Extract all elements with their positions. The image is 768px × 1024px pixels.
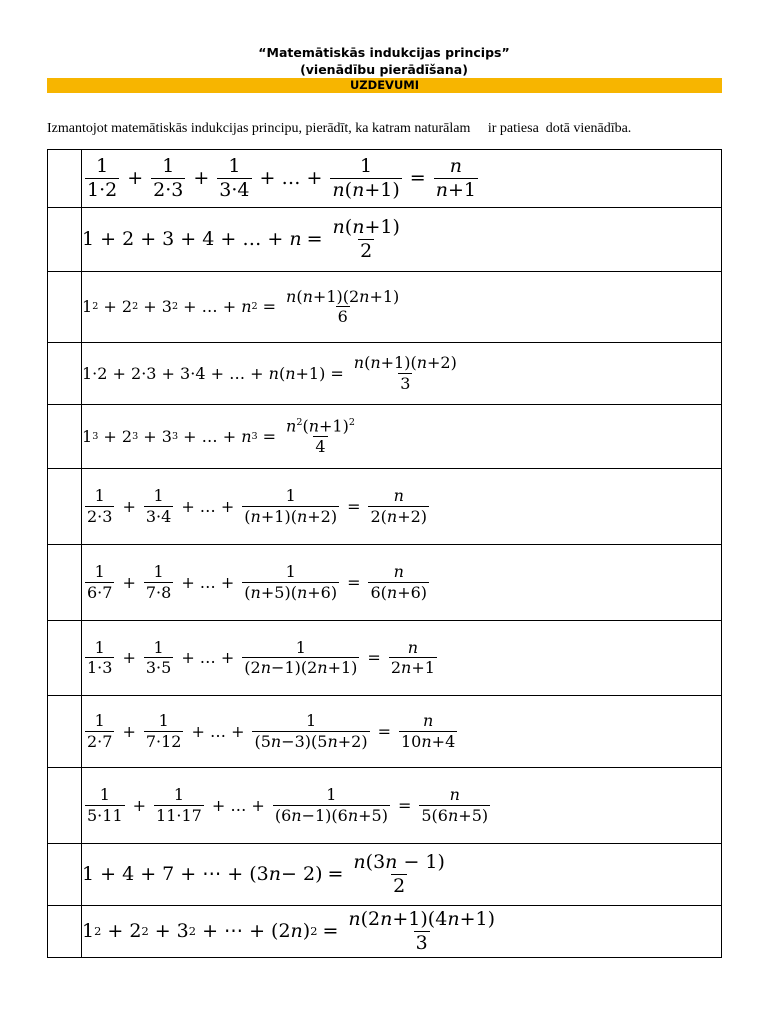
task-equation: 1 2·7 + $\frac{1}{7\cdot 12}$ + … + $\frac{1}{(5n-3)(5n+2)}$ = $\frac{n}{10n+4}$ [82, 712, 460, 751]
task-number-cell [48, 844, 82, 906]
task-number-cell [48, 272, 82, 343]
task-number-cell [48, 150, 82, 208]
task-number-cell [48, 768, 82, 844]
task-number-cell [48, 696, 82, 768]
task-equation-cell [82, 696, 722, 768]
task-row [48, 696, 722, 768]
task-row [48, 208, 722, 272]
task-row [48, 469, 722, 545]
task-equation: 1·2 + 2·3 + 3·4 + … + n ( n +1) = $\frac{n(n+1)(n+2)}{3}$ [82, 354, 462, 393]
task-equation-cell [82, 150, 722, 208]
task-equation: 1 6·7 + $\frac{1}{7\cdot 8}$ + … + $\frac{1}{(n+5)(n+6)}$ = $\frac{n}{6(n+6)}$ [82, 563, 432, 602]
task-equation-cell [82, 405, 722, 469]
worksheet-title: “Matemātiskās indukcijas princips” [258, 45, 510, 60]
task-table [47, 149, 722, 958]
task-equation-cell [82, 906, 722, 958]
task-equation-cell [82, 208, 722, 272]
instruction-text: Izmantojot matemātiskās indukcijas principu, pierādīt, ka katram naturālam ir patiesa dotā vienādība. [47, 121, 632, 136]
section-bar [47, 78, 722, 93]
section-label: UZDEVUMI [349, 78, 420, 92]
task-equation-cell [82, 272, 722, 343]
task-number-cell [48, 469, 82, 545]
worksheet-subtitle: (vienādību pierādīšana) [300, 62, 468, 77]
task-equation-cell [82, 545, 722, 621]
task-number-cell [48, 621, 82, 696]
task-equation: 1 1·2 + $\frac{1}{2\cdot 3}$ + $\frac{1}{3\cdot 4}$ + … + $\frac{1}{n(n+1)}$ = $\frac{n}{n+1}$ [82, 156, 481, 202]
task-equation: 1 2 + 2 2 + 3 2 + … + n 2 = $\frac{n(n+1)(2n+1)}{6}$ [82, 288, 404, 327]
task-equation: 1 + 2 + 3 + 4 + … + n = $\frac{n(n+1)}{2}$ [82, 217, 405, 263]
task-number-cell [48, 405, 82, 469]
task-row [48, 272, 722, 343]
task-number-cell [48, 906, 82, 958]
task-row [48, 405, 722, 469]
task-row [48, 906, 722, 958]
task-row [48, 150, 722, 208]
task-equation: 1 2 + 2 2 + 3 2 + ⋯ + (2 n ) 2 = $\frac{n(2n+1)(4n+1)}{3}$ [82, 909, 500, 955]
task-equation: 1 5·11 + $\frac{1}{11\cdot 17}$ + … + $\frac{1}{(6n-1)(6n+5)}$ = $\frac{n}{5(6n+5)}$ [82, 786, 493, 825]
task-row [48, 844, 722, 906]
task-number-cell [48, 343, 82, 405]
task-row [48, 343, 722, 405]
task-equation: 1 3 + 2 3 + 3 3 + … + n 3 = $\frac{n^2(n+1)^2}{4}$ [82, 417, 360, 456]
task-equation: 1 2·3 + $\frac{1}{3\cdot 4}$ + … + $\frac{1}{(n+1)(n+2)}$ = $\frac{n}{2(n+2)}$ [82, 487, 432, 526]
task-equation: 1 1·3 + $\frac{1}{3\cdot 5}$ + … + $\frac{1}{(2n-1)(2n+1)}$ = $\frac{n}{2n+1}$ [82, 639, 440, 678]
task-equation: 1 + 4 + 7 + ⋯ + (3 n − 2) = $\frac{n(3n - 1)}{2}$ [82, 852, 450, 898]
task-row [48, 545, 722, 621]
task-row [48, 621, 722, 696]
task-equation-cell [82, 469, 722, 545]
task-equation-cell [82, 844, 722, 906]
task-equation-cell [82, 621, 722, 696]
task-equation-cell [82, 768, 722, 844]
task-number-cell [48, 545, 82, 621]
task-row [48, 768, 722, 844]
task-equation-cell [82, 343, 722, 405]
task-number-cell [48, 208, 82, 272]
